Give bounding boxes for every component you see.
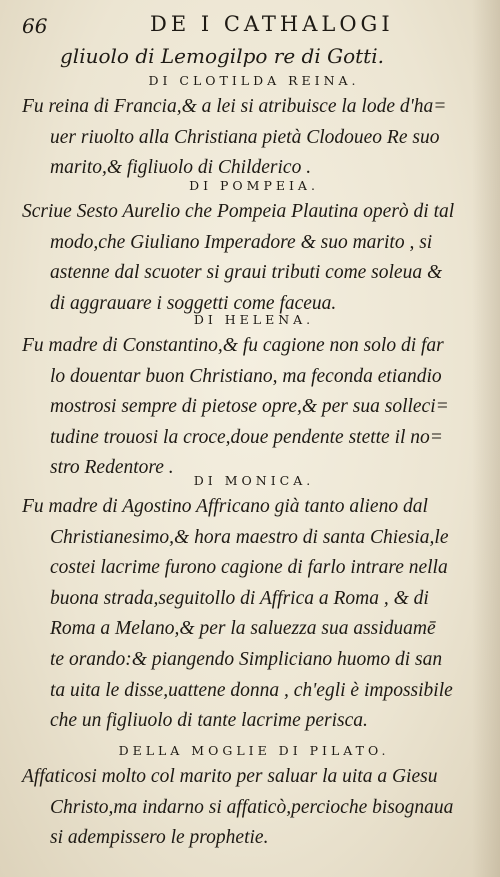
text-line: mostrosi sempre di pietose opre,& per sua solleci= <box>50 396 449 418</box>
text-line: modo,che Giuliano Imperadore & suo marito , si <box>50 231 433 253</box>
section-monica <box>18 470 490 737</box>
text-line: ta uita le disse,uattene donna , ch'egli è impossibile <box>50 679 453 701</box>
text-line: costei lacrime furono cagione di farlo intrare nella <box>50 557 448 579</box>
running-head: DE I CATHALOGI <box>150 12 394 36</box>
text-line: di aggrauare i soggetti come faceua. <box>50 292 337 314</box>
text-line: Roma a Melano,& per la saluezza sua assiduamē <box>50 618 436 640</box>
text-line: Fu reina di Francia,& a lei si atribuisce la lode d'ha= <box>22 96 447 117</box>
text-line: Fu madre di Agostino Affricano già tanto alieno dal <box>22 496 428 517</box>
text-line: buona strada,seguitollo di Affrica a Roma , & di <box>50 587 429 609</box>
page-number: 66 <box>22 14 48 38</box>
section-pilato <box>18 740 490 854</box>
text-line: Scriue Sesto Aurelio che Pompeia Plautina operò di tal <box>22 201 455 222</box>
section-pompeia <box>18 175 490 319</box>
section-heading: DI CLOTILDA REINA. <box>148 73 360 88</box>
section-heading: DELLA MOGLIE DI PILATO. <box>118 743 390 758</box>
section-heading: DI POMPEIA. <box>189 178 319 193</box>
text-line: Christianesimo,& hora maestro di santa Chiesia,le <box>50 526 449 548</box>
text-line: tudine trouosi la croce,doue pendente stette il no= <box>50 426 443 448</box>
text-line: uer riuolto alla Christiana pietà Clodoueo Re suo <box>50 126 440 148</box>
text-line: Affaticosi molto col marito per saluar la uita a Giesu <box>22 766 438 787</box>
text-line: astenne dal scuoter si graui tributi come soleua & <box>50 262 443 284</box>
section-helena <box>18 309 490 484</box>
section-heading: DI HELENA. <box>193 312 315 327</box>
text-line: Christo,ma indarno si affaticò,percioche bisognaua <box>50 796 454 818</box>
section-clotilda <box>18 70 490 184</box>
text-line: che un figliuolo di tante lacrime perisca. <box>50 710 368 732</box>
page-header <box>0 10 500 40</box>
continuation-line: gliuolo di Lemogilpo re di Gotti. <box>60 44 384 68</box>
text-line: si adempissero le prophetie. <box>50 827 269 849</box>
text-line: lo douentar buon Christiano, ma feconda etiandio <box>50 365 442 387</box>
text-line: marito,& figliuolo di Childerico . <box>50 157 312 179</box>
text-line: stro Redentore . <box>50 457 174 479</box>
text-line: Fu madre di Constantino,& fu cagione non solo di far <box>22 335 444 356</box>
text-line: te orando:& piangendo Simpliciano huomo di san <box>50 648 443 670</box>
section-heading: DI MONICA. <box>193 473 315 488</box>
